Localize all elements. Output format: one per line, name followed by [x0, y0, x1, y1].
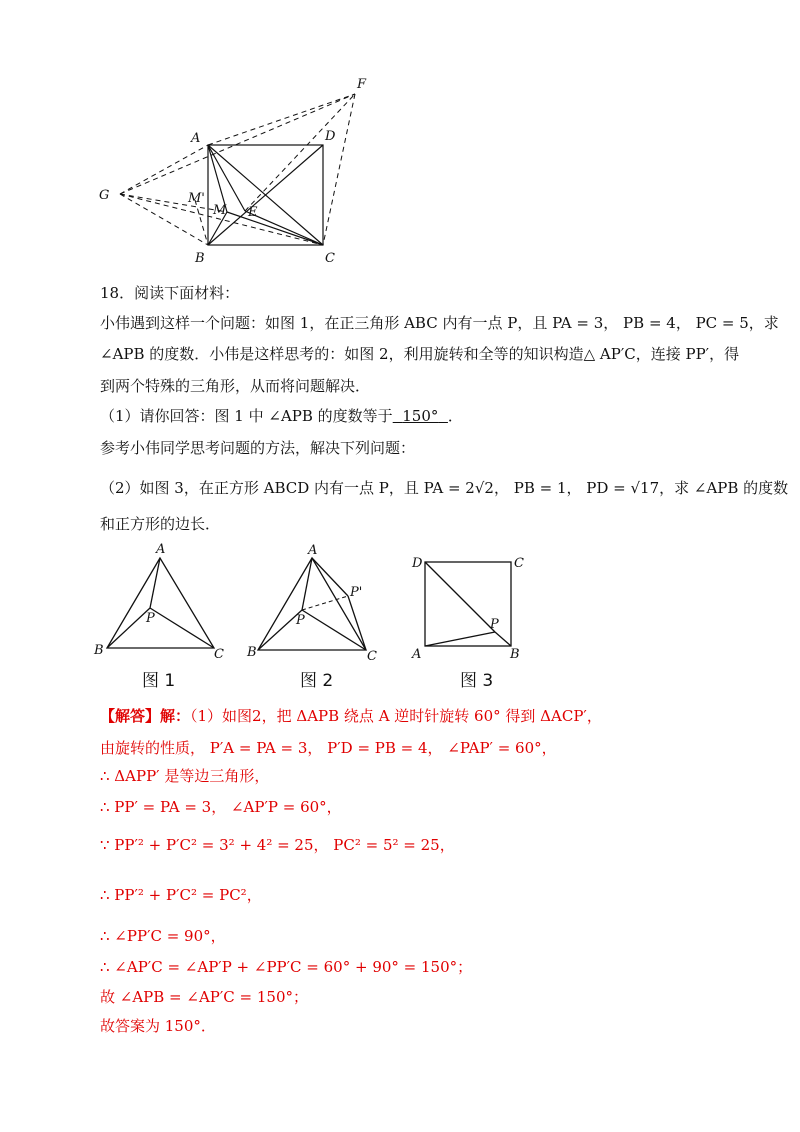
label-e: E — [248, 205, 258, 220]
solution-line-6: ∴ PP′² + P′C² = PC²， — [100, 886, 262, 904]
dashed-gc — [120, 194, 323, 245]
question-1 — [100, 406, 463, 426]
question-1-answer-value: 150° — [402, 407, 439, 425]
label-m: M — [213, 203, 227, 218]
label-m-prime: M' — [188, 191, 205, 206]
fig2-triangle-abc — [258, 558, 366, 650]
label-g: G — [99, 188, 110, 203]
fig1-label-b: B — [94, 643, 104, 658]
fig2-label-b: B — [247, 645, 257, 660]
fig1-caption: 图 1 — [142, 671, 176, 691]
solution-line-7: ∴ ∠PP′C = 90°， — [100, 927, 226, 945]
solution-tag: 【解答】解： — [100, 707, 191, 725]
fig2-caption: 图 2 — [300, 671, 334, 691]
dashed-ef — [245, 94, 355, 211]
fig3-label-b: B — [510, 647, 520, 662]
fig3-segment-dp — [425, 562, 495, 632]
dashed-ga — [120, 145, 208, 194]
dashed-fc — [323, 94, 355, 245]
fig1-segment-cp — [150, 608, 214, 648]
fig2-label-p: P — [296, 613, 305, 628]
fig2-label-p-prime: P' — [350, 585, 363, 600]
question-1-answer — [393, 407, 448, 425]
fig3-label-a: A — [412, 647, 422, 662]
fig3-segment-ap — [425, 632, 495, 646]
solution-line-5: ∵ PP′² + P′C² = 3² + 4² = 25， PC² = 5² = 25， — [100, 836, 455, 854]
problem-paragraph-3: 到两个特殊的三角形，从而将问题解决． — [100, 377, 371, 395]
solution-line-2: 由旋转的性质， P′A = PA = 3， P′D = PB = 4， ∠PAP′ = 60°， — [100, 739, 557, 757]
label-b: B — [195, 251, 205, 266]
figures-1-2-3 — [90, 540, 540, 665]
question-1-prefix: （1）请你回答：图 1 中 ∠APB 的度数等于 — [100, 407, 393, 425]
segment-am — [208, 145, 227, 212]
solution-line-8: ∴ ∠AP′C = ∠AP′P + ∠PP′C = 60° + 90° = 150°； — [100, 958, 473, 976]
label-d: D — [325, 129, 336, 144]
fig2-segment-cp — [302, 610, 366, 650]
fig1-label-p: P — [146, 611, 155, 626]
solution-line-9: 故 ∠APB = ∠AP′C = 150°； — [100, 988, 309, 1006]
label-a: A — [191, 131, 201, 146]
question-1-suffix: ． — [447, 407, 463, 425]
fig3-label-c: C — [514, 556, 524, 571]
dashed-gf — [120, 94, 355, 194]
solution-line-1-text: （1）如图2，把 ΔAPB 绕点 A 逆时针旋转 60° 得到 ΔACP′， — [190, 707, 602, 725]
label-c: C — [325, 251, 335, 266]
problem-paragraph-1: 小伟遇到这样一个问题：如图 1，在正三角形 ABC 内有一点 P，且 PA = 3， PB = 4， PC = 5，求 — [100, 314, 779, 332]
question-2-line-1: （2）如图 3，在正方形 ABCD 内有一点 P，且 PA = 2√2， PB = 1， PD = √17，求 ∠APB 的度数 — [100, 479, 789, 497]
fig3-label-p: P — [490, 617, 499, 632]
solution-line-3: ∴ ΔAPP′ 是等边三角形， — [100, 767, 270, 785]
fig2-label-c: C — [367, 649, 377, 664]
top-geometry-figure — [95, 72, 385, 267]
problem-paragraph-2: ∠APB 的度数．小伟是这样思考的：如图 2，利用旋转和全等的知识构造△ AP′C，连接 PP′，得 — [100, 345, 740, 363]
question-2-line-2: 和正方形的边长． — [100, 515, 221, 533]
fig3-segment-pb — [495, 632, 511, 646]
fig3-caption: 图 3 — [460, 671, 494, 691]
fig2-segment-ap-prime — [312, 558, 348, 596]
dashed-m2b — [195, 200, 208, 245]
fig1-label-c: C — [214, 647, 224, 662]
segment-mc — [227, 212, 323, 245]
fig2-label-a: A — [308, 543, 318, 558]
solution-line-4: ∴ PP′ = PA = 3， ∠AP′P = 60°， — [100, 798, 342, 816]
solution-line-10: 故答案为 150°． — [100, 1017, 216, 1035]
problem-number: 18．阅读下面材料： — [100, 284, 240, 302]
fig3-label-d: D — [412, 556, 423, 571]
fig1-triangle-abc — [107, 558, 214, 648]
segment-ae — [208, 145, 245, 211]
fig1-label-a: A — [156, 542, 166, 557]
reference-instruction: 参考小伟同学思考问题的方法，解决下列问题： — [100, 439, 416, 457]
fig1-segment-bp — [107, 608, 150, 648]
label-f: F — [357, 77, 367, 92]
solution-line-1 — [100, 706, 602, 726]
